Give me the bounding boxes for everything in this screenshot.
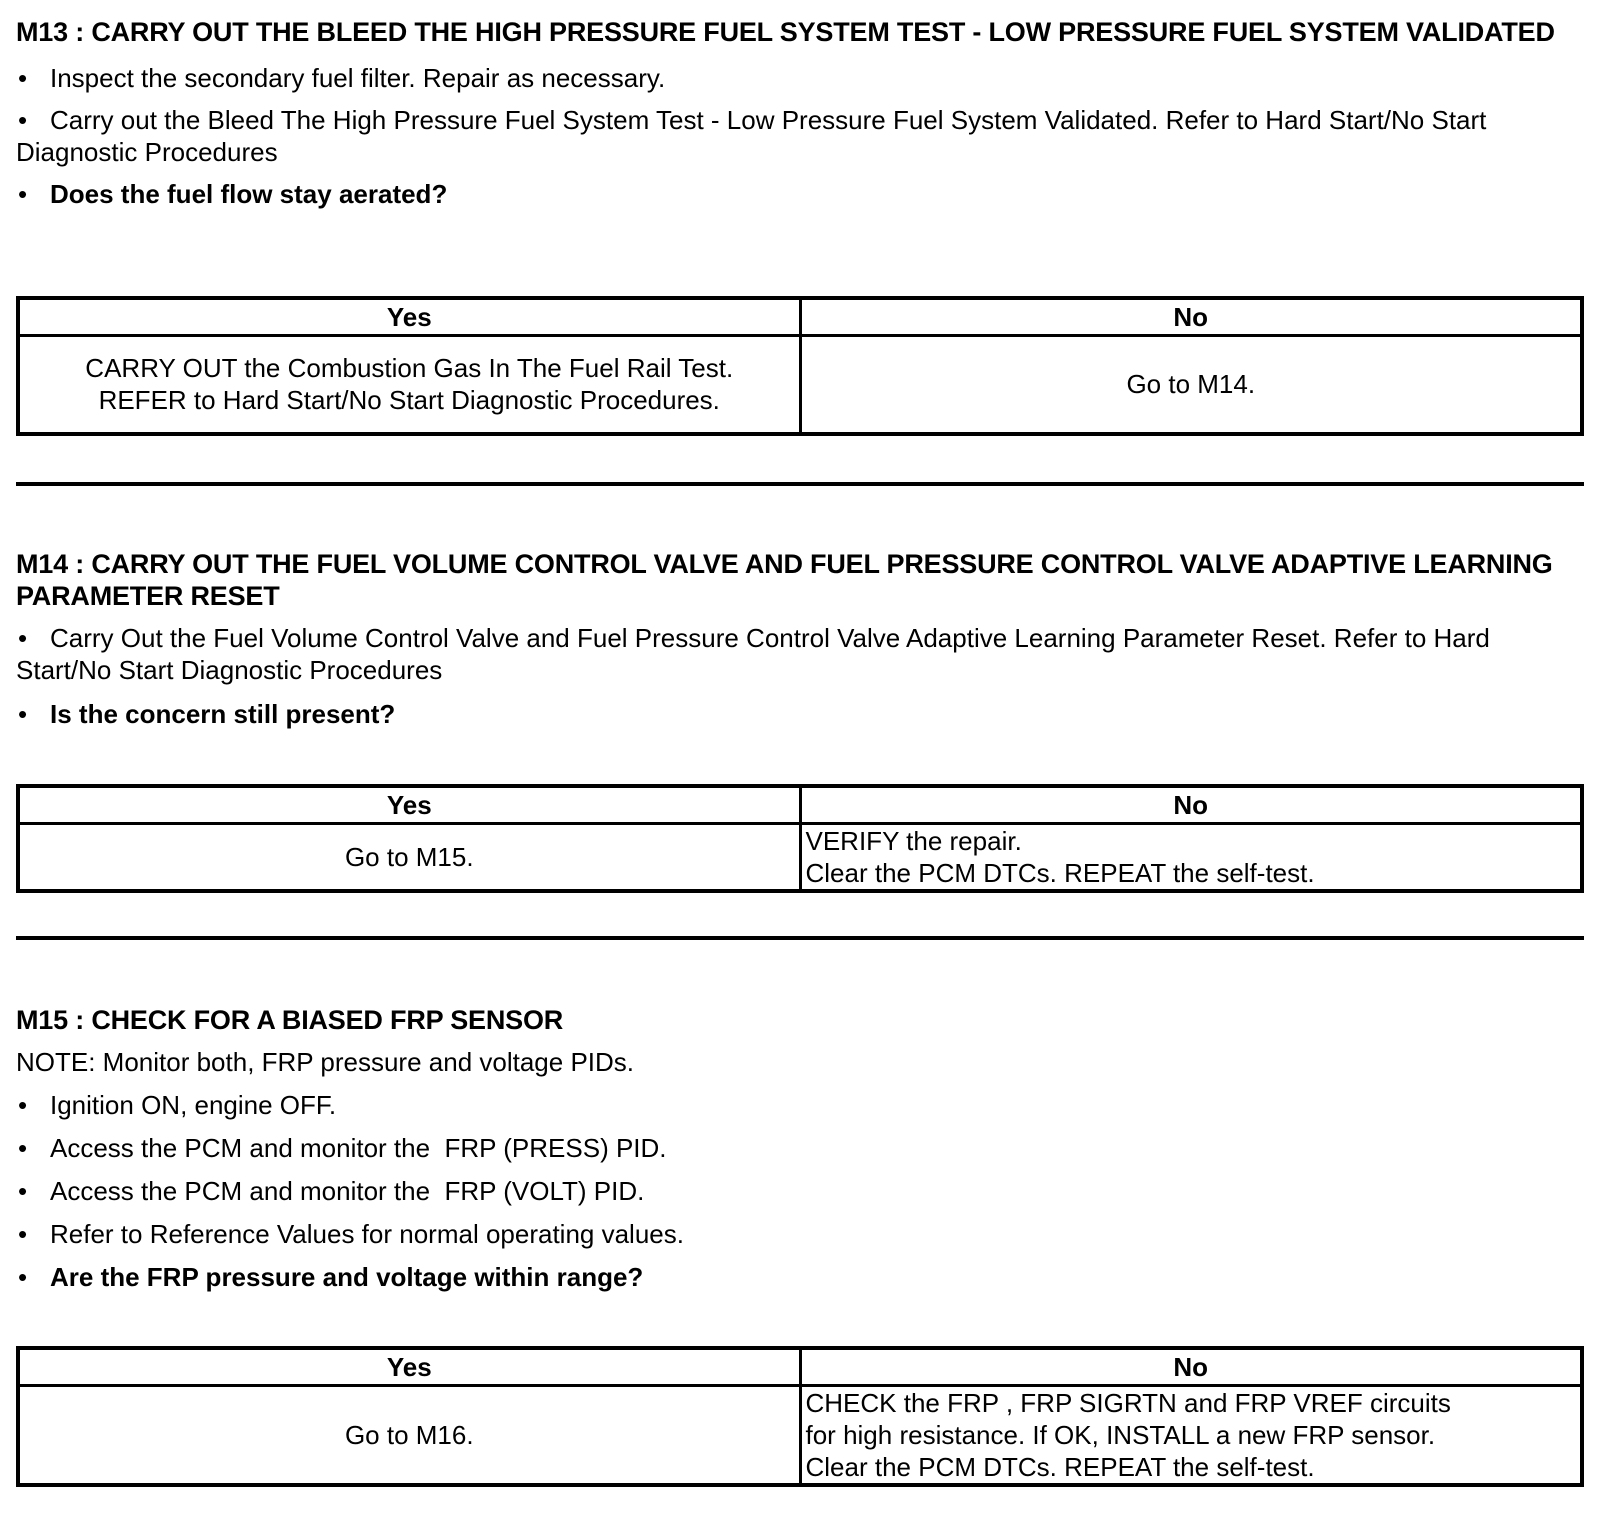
- bullet-icon: •: [18, 179, 28, 209]
- section-heading: M13 : CARRY OUT THE BLEED THE HIGH PRESSURE FUEL SYSTEM TEST - LOW PRESSURE FUEL SYSTEM VALIDATED: [16, 17, 1555, 47]
- question-text: Is the concern still present?: [50, 699, 396, 729]
- list-item: [16, 62, 1584, 94]
- bullet-icon: •: [18, 1219, 28, 1249]
- list-item-text: Ignition ON, engine OFF.: [50, 1090, 337, 1120]
- yes-header: Yes: [18, 298, 800, 336]
- list-item-text: Access the PCM and monitor the FRP (PRESS) PID.: [50, 1133, 667, 1163]
- no-cell: [800, 824, 1582, 892]
- no-header: No: [800, 298, 1582, 336]
- bullet-icon: •: [18, 1133, 28, 1163]
- no-header: No: [800, 1348, 1582, 1386]
- no-header: No: [800, 786, 1582, 824]
- list-item: [16, 1218, 1584, 1250]
- list-item: [16, 1175, 1584, 1207]
- table-m14: [16, 784, 1584, 893]
- bullet-icon: •: [18, 623, 28, 653]
- no-cell-line: CHECK the FRP , FRP SIGRTN and FRP VREF circuits: [805, 1388, 1451, 1418]
- section-m15: [16, 1004, 1584, 1293]
- list-item-text: Refer to Reference Values for normal operating values.: [50, 1219, 684, 1249]
- yes-cell: CARRY OUT the Combustion Gas In The Fuel Rail Test. REFER to Hard Start/No Start Diagnostic Procedures.: [18, 336, 800, 434]
- bullet-icon: •: [18, 1262, 28, 1292]
- bullet-icon: •: [18, 1090, 28, 1120]
- no-cell-line: VERIFY the repair.: [805, 826, 1022, 856]
- table-m13: [16, 296, 1584, 436]
- list-item-text: Carry out the Bleed The High Pressure Fuel System Test - Low Pressure Fuel System Validated. Refer to Hard Start/No Start Diagnostic Procedures: [16, 105, 1487, 167]
- section-m13: [16, 16, 1584, 210]
- no-cell-line: for high resistance. If OK, INSTALL a new FRP sensor.: [805, 1420, 1436, 1450]
- section-divider: [16, 936, 1584, 940]
- section-heading: M15 : CHECK FOR A BIASED FRP SENSOR: [16, 1005, 564, 1035]
- list-item-text: Access the PCM and monitor the FRP (VOLT) PID.: [50, 1176, 645, 1206]
- bullet-icon: •: [18, 699, 28, 729]
- bullet-icon: •: [18, 105, 28, 135]
- section-divider: [16, 482, 1584, 486]
- no-cell: [800, 1386, 1582, 1486]
- no-cell: Go to M14.: [800, 336, 1582, 434]
- list-item-text: Carry Out the Fuel Volume Control Valve and Fuel Pressure Control Valve Adaptive Learning Parameter Reset. Refer to Hard Start/No Start Diagnostic Procedures: [16, 623, 1490, 685]
- no-cell-line: Clear the PCM DTCs. REPEAT the self-test.: [805, 858, 1315, 888]
- question-text: Does the fuel flow stay aerated?: [50, 179, 448, 209]
- list-item: [16, 104, 1584, 168]
- note-text: NOTE: Monitor both, FRP pressure and voltage PIDs.: [16, 1047, 635, 1077]
- table-m15: [16, 1346, 1584, 1487]
- no-cell-line: Clear the PCM DTCs. REPEAT the self-test.: [805, 1452, 1315, 1482]
- yes-header: Yes: [18, 786, 800, 824]
- section-m14: [16, 548, 1584, 730]
- question: [16, 178, 1584, 210]
- bullet-icon: •: [18, 1176, 28, 1206]
- list-item: [16, 1089, 1584, 1121]
- bullet-icon: •: [18, 63, 28, 93]
- question: [16, 1261, 1584, 1293]
- question: [16, 698, 1584, 730]
- question-text: Are the FRP pressure and voltage within range?: [50, 1262, 644, 1292]
- yes-cell: Go to M15.: [18, 824, 800, 892]
- yes-cell: Go to M16.: [18, 1386, 800, 1486]
- yes-header: Yes: [18, 1348, 800, 1386]
- list-item: [16, 622, 1584, 686]
- section-heading: M14 : CARRY OUT THE FUEL VOLUME CONTROL VALVE AND FUEL PRESSURE CONTROL VALVE ADAPTIVE LEARNING PARAMETER RESET: [16, 549, 1553, 611]
- list-item: [16, 1132, 1584, 1164]
- list-item-text: Inspect the secondary fuel filter. Repair as necessary.: [50, 63, 666, 93]
